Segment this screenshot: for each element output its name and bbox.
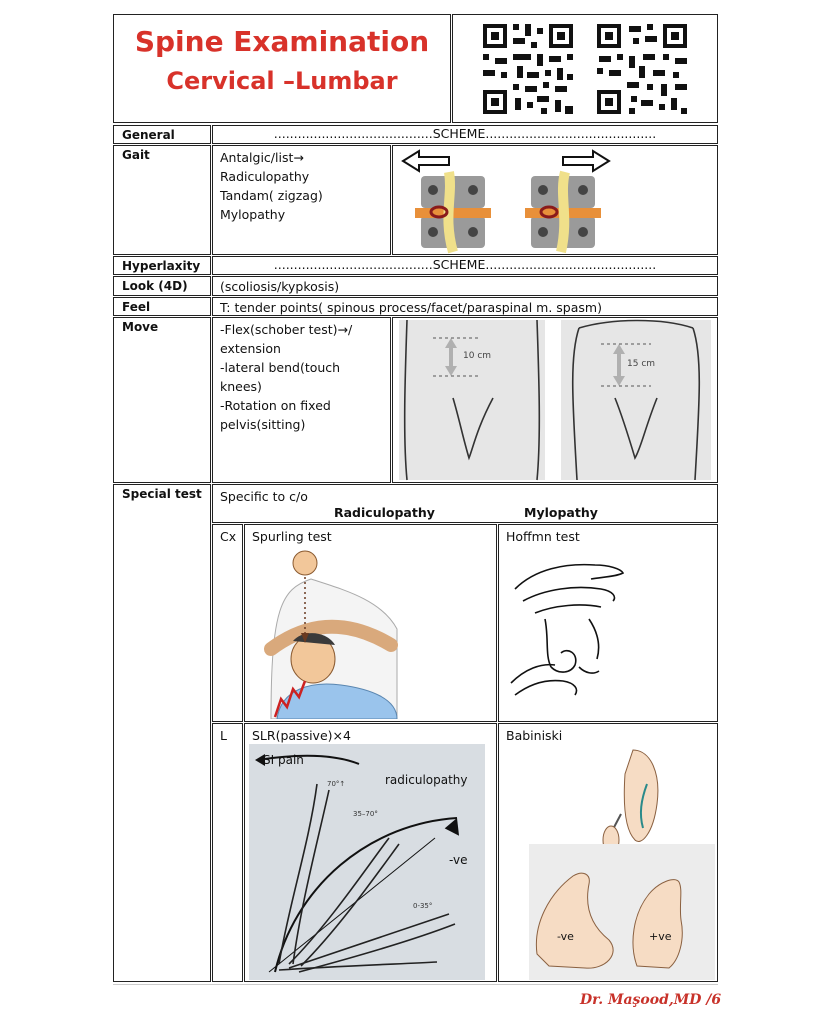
- vertebra-right-image: [525, 172, 601, 252]
- babinski-positive-label: +ve: [649, 930, 672, 943]
- row-gait-text: Antalgic/list→ Radiculopathy Tandam( zigzag) Mylopathy: [212, 145, 391, 255]
- region-l: L: [212, 723, 243, 982]
- col-radiculopathy-header: Radiculopathy: [334, 505, 435, 520]
- schober-illustration: [392, 317, 718, 483]
- angle-label-3: 0-35°: [413, 902, 433, 910]
- right-arrow-icon: [563, 151, 609, 171]
- slr-cell: [244, 723, 497, 982]
- babinski-test-label: Babiniski: [506, 728, 563, 743]
- spurling-test-label: Spurling test: [252, 529, 332, 544]
- measure-right-label: 15 cm: [627, 359, 656, 369]
- region-cx: Cx: [212, 524, 243, 722]
- exam-sheet: [113, 14, 718, 982]
- slr-image: [249, 744, 485, 980]
- row-move-label: Move: [113, 317, 211, 483]
- left-arrow-icon: [403, 151, 449, 171]
- hoffmann-image: [505, 549, 645, 699]
- babinski-cell: [498, 723, 718, 982]
- special-header: [212, 484, 718, 523]
- qr-box: [452, 14, 718, 123]
- row-look-value: (scoliosis/kypkosis): [212, 276, 718, 296]
- angle-label-2: 35–70°: [353, 810, 378, 818]
- row-feel-value: T: tender points( spinous process/facet/paraspinal m. spasm): [212, 297, 718, 316]
- hoffmann-test-label: Hoffmn test: [506, 529, 580, 544]
- measure-left-label: 10 cm: [463, 351, 492, 361]
- row-look-label: Look (4D): [113, 276, 211, 296]
- special-specific: Specific to c/o: [220, 489, 308, 504]
- negative-label: -ve: [449, 853, 468, 867]
- footer-author: Dr. Maşood,MD /6: [580, 992, 722, 1008]
- page-subtitle: Cervical –Lumbar: [166, 67, 398, 95]
- row-hyperlaxity-label: Hyperlaxity: [113, 256, 211, 275]
- vertebra-left-image: [415, 172, 491, 252]
- babinski-image: [529, 744, 715, 980]
- spurling-image: [251, 549, 399, 719]
- footer-divider: [113, 984, 718, 985]
- row-hyperlaxity-value: ........................................SCHEME...........................................: [212, 256, 718, 275]
- babinski-negative-label: -ve: [557, 930, 574, 943]
- row-general-label: General: [113, 125, 211, 144]
- angle-label-1: 70°↑: [327, 780, 346, 788]
- qr-code-icon: [479, 20, 577, 118]
- row-feel-label: Feel: [113, 297, 211, 316]
- row-special-label: Special test: [113, 484, 211, 982]
- qr-code-icon: [593, 20, 691, 118]
- slr-test-label: SLR(passive)×4: [252, 728, 351, 743]
- si-pain-label: SI pain: [263, 753, 304, 767]
- hoffmann-cell: [498, 524, 718, 722]
- gait-illustration: [392, 145, 718, 255]
- radiculopathy-label: radiculopathy: [385, 773, 468, 787]
- row-gait-label: Gait: [113, 145, 211, 255]
- page-title: Spine Examination: [134, 25, 430, 58]
- spurling-cell: [244, 524, 497, 722]
- row-general-value: ........................................SCHEME...........................................: [212, 125, 718, 144]
- row-move-text: -Flex(schober test)→/ extension -lateral bend(touch knees) -Rotation on fixed pelvis(sitting): [212, 317, 391, 483]
- col-mylopathy-header: Mylopathy: [524, 505, 598, 520]
- title-box: [113, 14, 451, 123]
